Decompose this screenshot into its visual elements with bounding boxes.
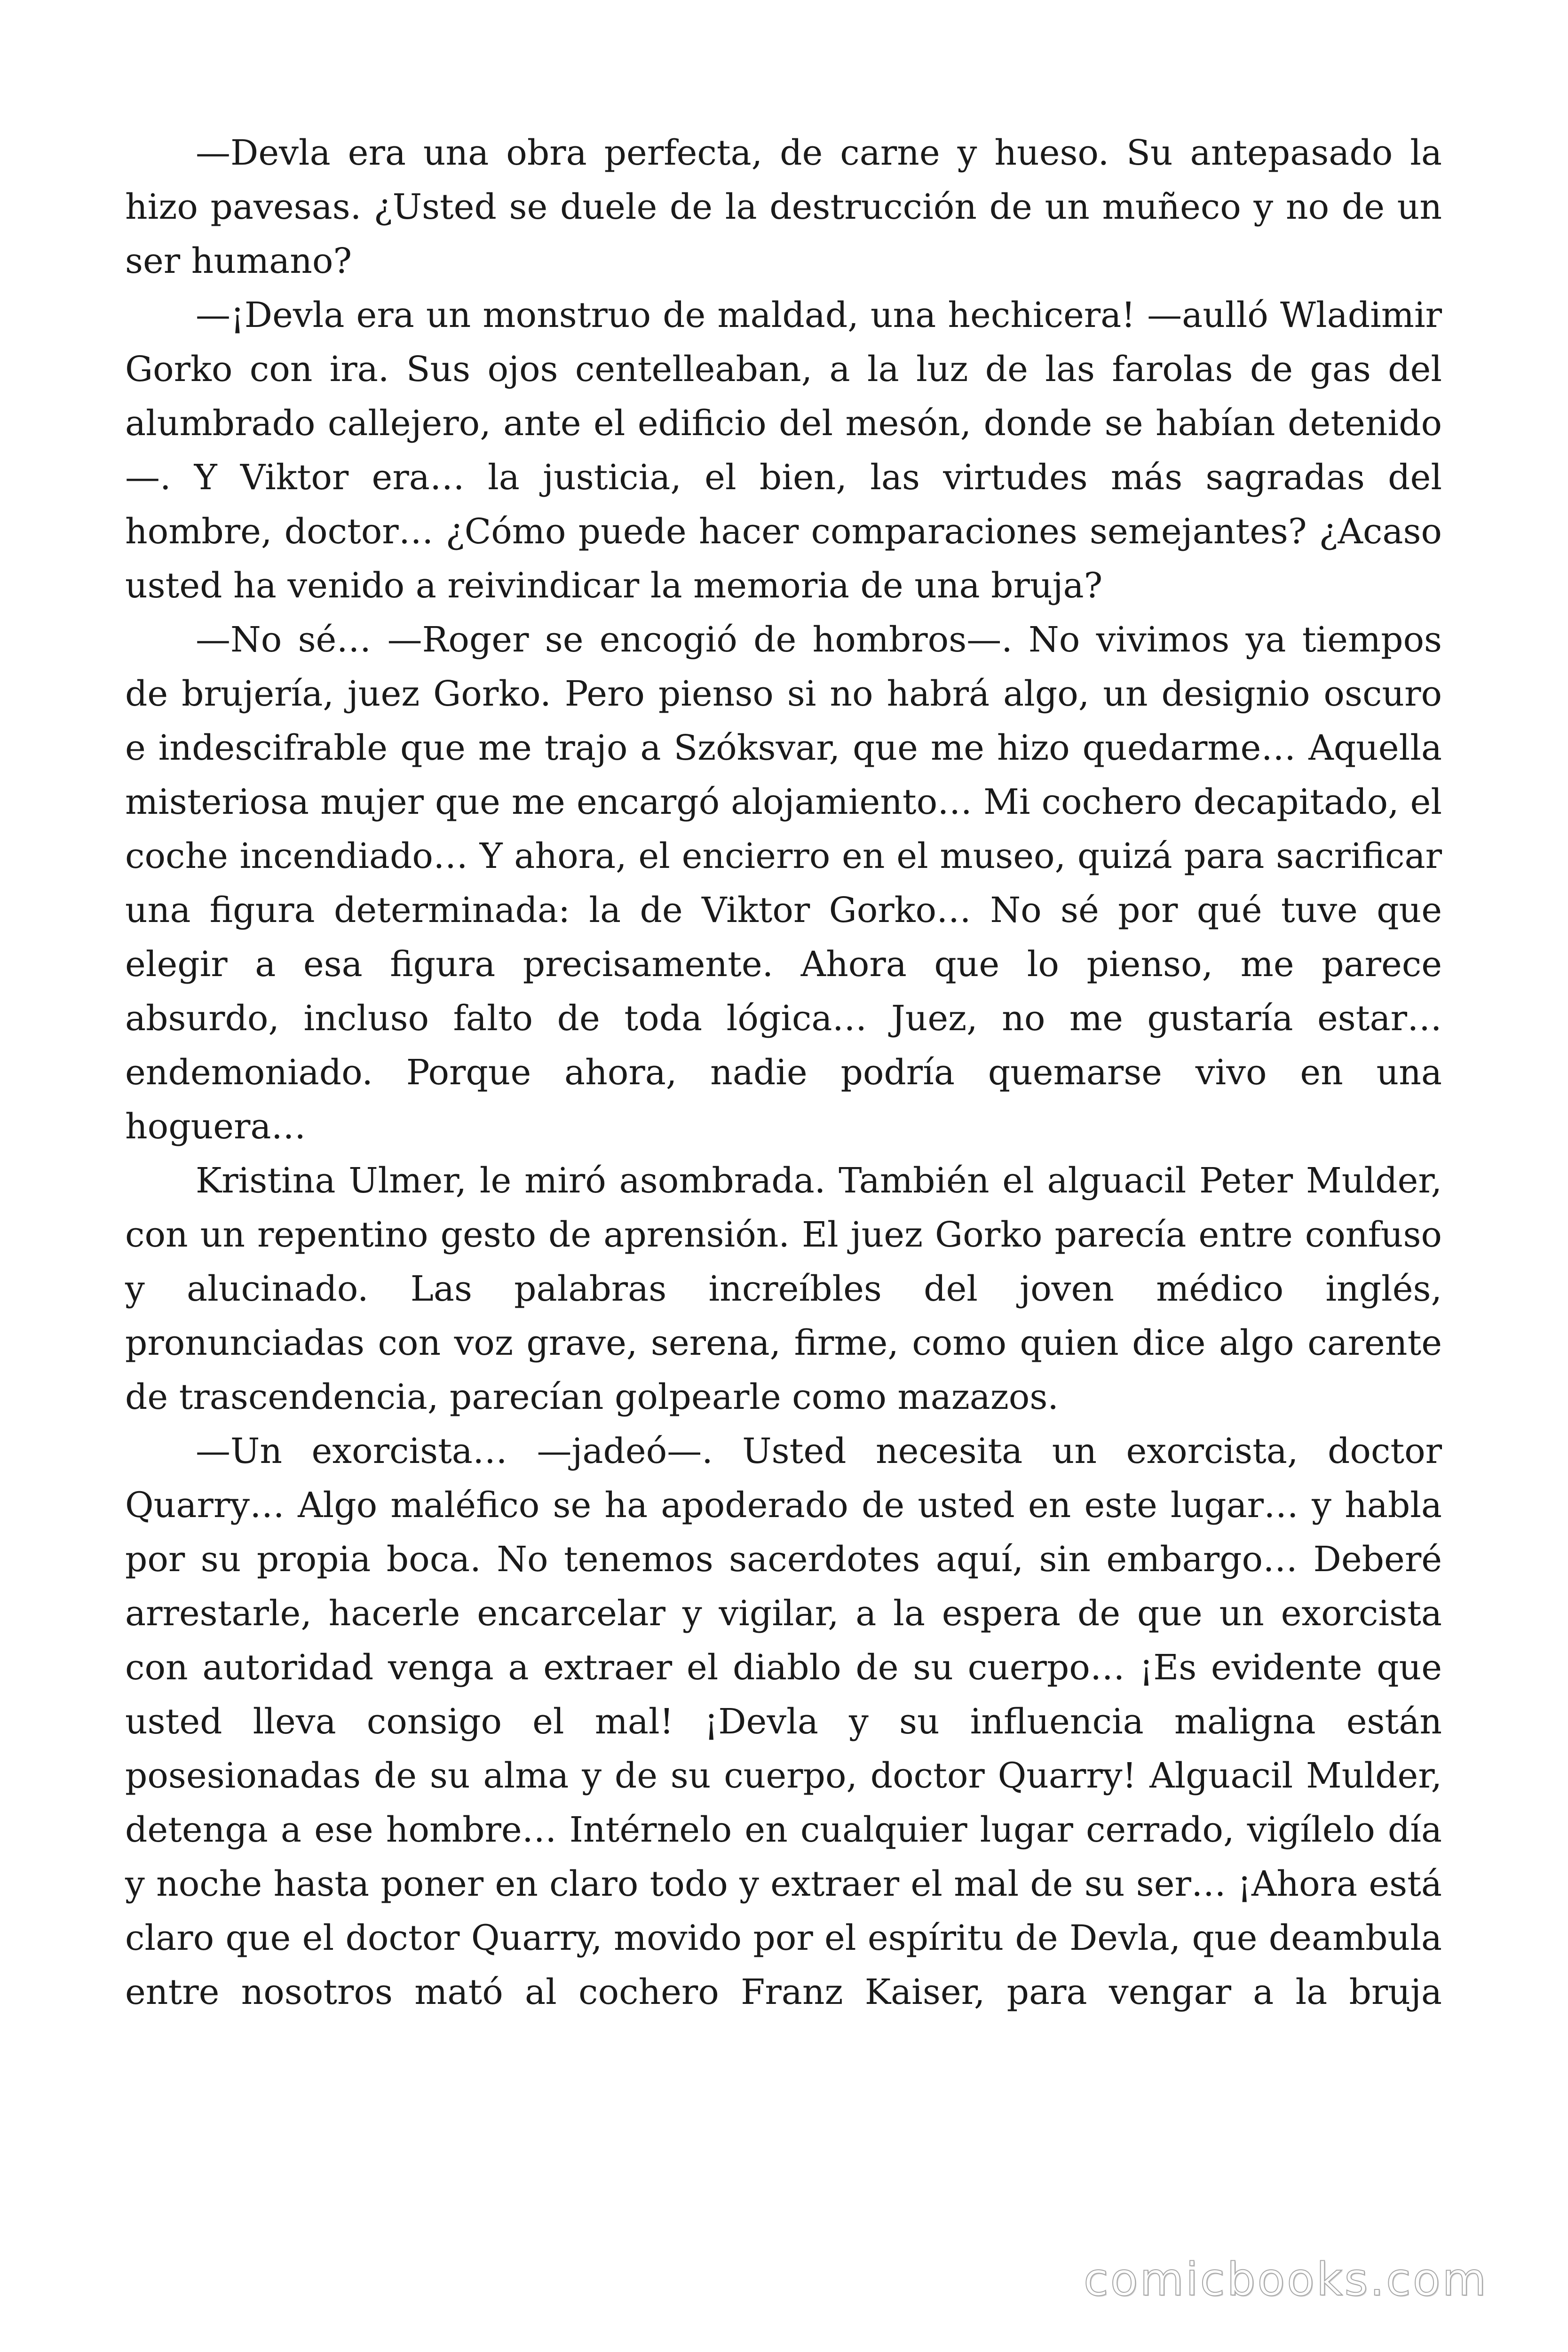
paragraph: —Devla era una obra perfecta, de carne y hueso. Su antepasado la hizo pavesas. ¿Usted se duele de la destrucción de un muñeco y no de un ser humano?	[125, 133, 1442, 281]
page-text	[125, 126, 1442, 2019]
watermark: comicbooks.com	[1083, 2253, 1488, 2306]
paragraph: —No sé… —Roger se encogió de hombros—. No vivimos ya tiempos de brujería, juez Gorko. Pero pienso si no habrá algo, un designio oscuro e indescifrable que me trajo a Szóksvar, que me hizo quedarme… Aquella misteriosa mujer que me encargó alojamiento… Mi cochero decapitado, el coche incendiado… Y ahora, el encierro en el museo, quizá para sacrificar una figura determinada: la de Viktor Gorko… No sé por qué tuve que elegir a esa figura precisamente. Ahora que lo pienso, me parece absurdo, incluso falto de toda lógica… Juez, no me gustaría estar… endemoniado. Porque ahora, nadie podría quemarse vivo en una hoguera…	[125, 620, 1442, 1147]
paragraph: —¡Devla era un monstruo de maldad, una hechicera! —aulló Wladimir Gorko con ira. Sus ojos centelleaban, a la luz de las farolas de gas del alumbrado callejero, ante el edificio del mesón, donde se habían detenido—. Y Viktor era… la justicia, el bien, las virtudes más sagradas del hombre, doctor… ¿Cómo puede hacer comparaciones semejantes? ¿Acaso usted ha venido a reivindicar la memoria de una bruja?	[125, 295, 1442, 606]
paragraph: Kristina Ulmer, le miró asombrada. También el alguacil Peter Mulder, con un repentino gesto de aprensión. El juez Gorko parecía entre confuso y alucinado. Las palabras increíbles del joven médico inglés, pronunciadas con voz grave, serena, firme, como quien dice algo carente de trascendencia, parecían golpearle como mazazos.	[125, 1160, 1442, 1417]
paragraph: —Un exorcista… —jadeó—. Usted necesita un exorcista, doctor Quarry… Algo maléfico se ha apoderado de usted en este lugar… y habla por su propia boca. No tenemos sacerdotes aquí, sin embargo… Deberé arrestarle, hacerle encarcelar y vigilar, a la espera de que un exorcista con autoridad venga a extraer el diablo de su cuerpo… ¡Es evidente que usted lleva consigo el mal! ¡Devla y su influencia maligna están posesionadas de su alma y de su cuerpo, doctor Quarry! Alguacil Mulder, detenga a ese hombre… Intérnelo en cualquier lugar cerrado, vigílelo día y noche hasta poner en claro todo y extraer el mal de su ser… ¡Ahora está claro que el doctor Quarry, movido por el espíritu de Devla, que deambula entre nosotros mató al cochero Franz Kaiser, para vengar a la bruja	[125, 1431, 1442, 2012]
